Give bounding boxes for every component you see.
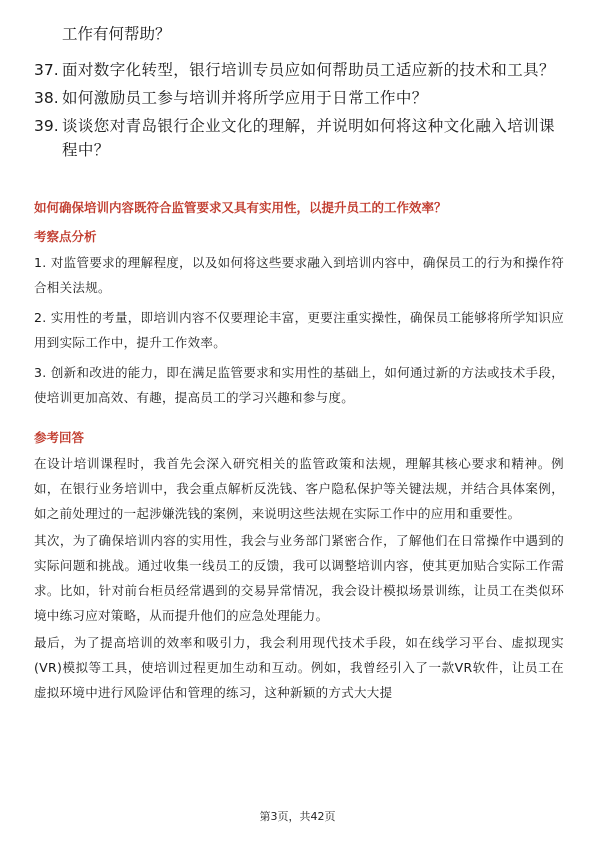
- analysis-point: 2. 实用性的考量，即培训内容不仅要理论丰富，更要注重实操性，确保员工能够将所学知识应用到实际工作中，提升工作效率。: [34, 310, 564, 350]
- question-text: 谈谈您对青岛银行企业文化的理解，并说明如何将这种文化融入培训课程中？: [62, 117, 555, 159]
- main-question-section: [34, 198, 564, 218]
- question-continuation: 工作有何帮助？: [62, 25, 171, 43]
- analysis-point: 1. 对监管要求的理解程度，以及如何将这些要求融入到培训内容中，确保员工的行为和操作符合相关法规。: [34, 255, 564, 295]
- answer-paragraph: 其次，为了确保培训内容的实用性，我会与业务部门紧密合作，了解他们在日常操作中遇到的实际问题和挑战。通过收集一线员工的反馈，我可以调整培训内容，使其更加贴合实际工作需求。比如，针对前台柜员经常遇到的交易异常情况，我会设计模拟场景训练，让员工在类似环境中练习应对策略，从而提升他们的应急处理能力。: [34, 533, 564, 623]
- question-number: 37.: [34, 61, 59, 79]
- question-text: 如何激励员工参与培训并将所学应用于日常工作中？: [62, 89, 428, 107]
- question-item: [34, 114, 564, 162]
- question-list: [34, 58, 564, 166]
- question-item: [34, 58, 564, 82]
- main-question: 如何确保培训内容既符合监管要求又具有实用性，以提升员工的工作效率？: [34, 200, 447, 215]
- answer-section: [34, 428, 564, 705]
- question-number: 39.: [34, 117, 59, 135]
- answer-paragraph: 最后，为了提高培训的效率和吸引力，我会利用现代技术手段，如在线学习平台、虚拟现实(VR)模拟等工具，使培训过程更加生动和互动。例如，我曾经引入了一款VR软件，让员工在虚拟环境中进行风险评估和管理的练习，这种新颖的方式大大提: [34, 635, 564, 700]
- question-item: [34, 86, 564, 110]
- analysis-heading: 考察点分析: [34, 229, 97, 244]
- question-text: 面对数字化转型，银行培训专员应如何帮助员工适应新的技术和工具？: [62, 61, 555, 79]
- analysis-point: 3. 创新和改进的能力，即在满足监管要求和实用性的基础上，如何通过新的方法或技术手段，使培训更加高效、有趣，提高员工的学习兴趣和参与度。: [34, 365, 564, 405]
- answer-paragraph: 在设计培训课程时，我首先会深入研究相关的监管政策和法规，理解其核心要求和精神。例如，在银行业务培训中，我会重点解析反洗钱、客户隐私保护等关键法规，并结合具体案例，如之前处理过的一起涉嫌洗钱的案例，来说明这些法规在实际工作中的应用和重要性。: [34, 456, 564, 521]
- answer-heading: 参考回答: [34, 430, 85, 445]
- analysis-section: [34, 227, 564, 410]
- page-footer: 第3页，共42页: [259, 810, 336, 823]
- question-number: 38.: [34, 89, 59, 107]
